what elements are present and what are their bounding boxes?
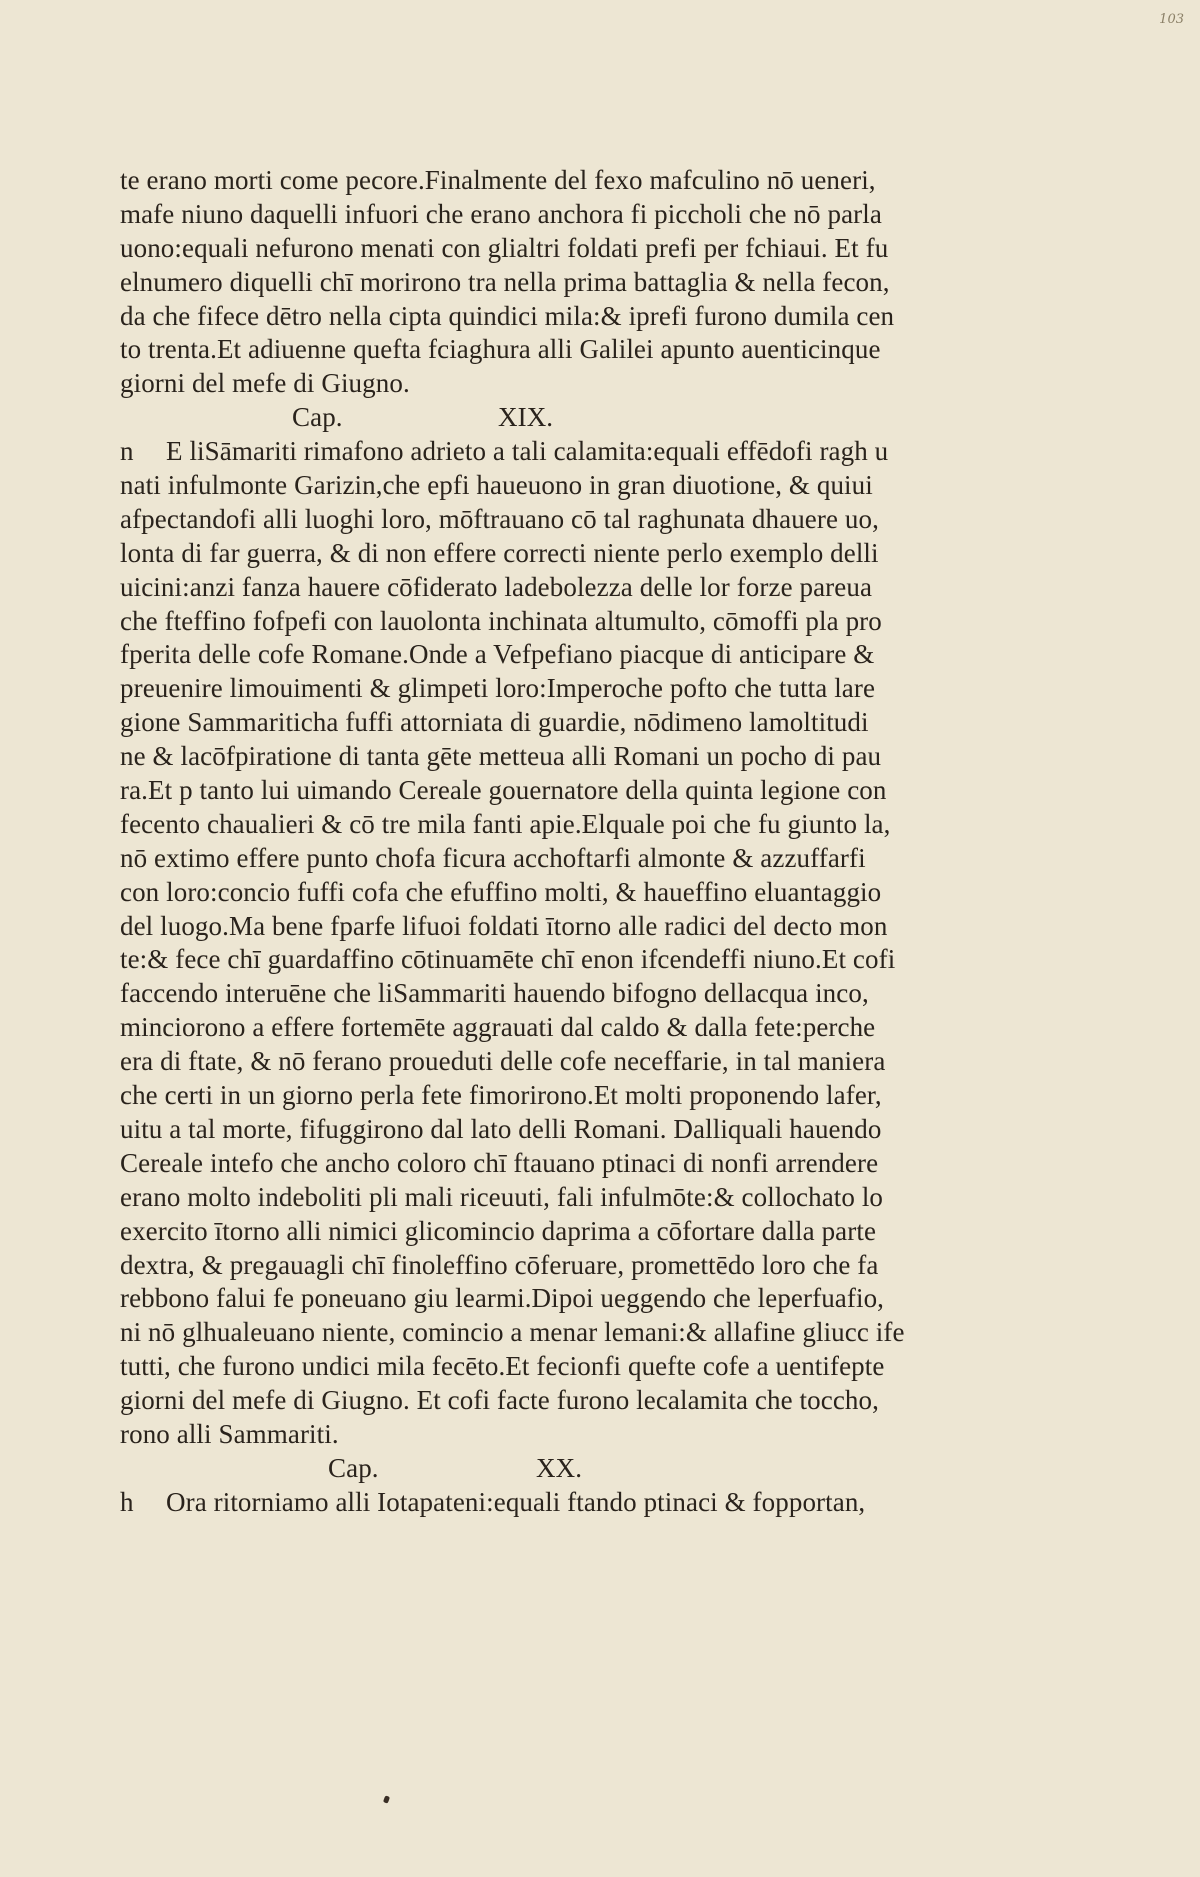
text-line: giorni del mefe di Giugno. [120, 368, 410, 399]
text-line: afpectandofi alli luoghi loro, mōftrauano cō tal raghunata dhauere uo, [120, 503, 879, 534]
text-line: era di ftate, & nō ferano proueduti delle cofe neceffarie, in tal maniera [120, 1046, 886, 1077]
text-line: mafe niuno daquelli infuori che erano anchora fi piccholi che nō parla [120, 198, 882, 229]
text-line: te:& fece chī guardaffino cōtinuamēte chī enon ifcendeffi niuno.Et cofi [120, 944, 896, 975]
text-line: del luogo.Ma bene fparfe lifuoi foldati ītorno alle radici del decto mon [120, 910, 888, 941]
chapter-number: XX. [536, 1452, 583, 1483]
text-line: che fteffino fofpefi con lauolonta inchinata altumulto, cōmoffi pla pro [120, 605, 882, 636]
text-line: exercito ītorno alli nimici glicomincio daprima a cōfortare dalla parte [120, 1215, 877, 1246]
text-line: erano molto indeboliti pli mali riceuuti, fali infulmōte:& collochato lo [120, 1181, 884, 1212]
text-line-content: E liSāmariti rimafono adrieto a tali calamita:equali effēdofi ragh u [166, 436, 889, 467]
text-line: uono:equali nefurono menati con glialtri foldati prefi per fchiaui. Et fu [120, 232, 889, 263]
guide-letter: n [120, 436, 134, 467]
text-line: fperita delle cofe Romane.Onde a Vefpefiano piacque di anticipare & [120, 639, 875, 670]
text-line: preuenire limouimenti & glimpeti loro:Imperoche pofto che tutta lare [120, 673, 876, 704]
text-line: te erano morti come pecore.Finalmente del fexo mafculino nō ueneri, [120, 165, 876, 195]
paragraph-continuation [120, 164, 960, 401]
guide-letter: h [120, 1486, 134, 1517]
text-line: nati infulmonte Garizin,che epfi haueuono in gran diuotione, & quiui [120, 470, 873, 501]
text-line: con loro:concio fuffi cofa che efuffino molti, & haueffino eluantaggio [120, 876, 882, 907]
text-line: tutti, che furono undici mila fecēto.Et fecionfi quefte cofe a uentifepte [120, 1351, 885, 1382]
text-line: ne & lacōfpiratione di tanta gēte metteua alli Romani un pocho di pau [120, 741, 882, 772]
text-line: uitu a tal morte, fifuggirono dal lato delli Romani. Dalliquali hauendo [120, 1113, 882, 1144]
text-line-content: Ora ritorniamo alli Iotapateni:equali ftando ptinaci & fopportan, [166, 1486, 866, 1517]
text-line: che certi in un giorno perla fete fimorirono.Et molti proponendo lafer, [120, 1080, 882, 1111]
text-line: gione Sammariticha fuffi attorniata di guardie, nōdimeno lamoltitudi [120, 707, 869, 738]
text-line [120, 1486, 960, 1520]
chapter-number: XIX. [498, 402, 554, 433]
text-line: rebbono falui fe poneuano giu learmi.Dipoi ueggendo che leperfuafio, [120, 1283, 885, 1314]
text-line: Cereale intefo che ancho coloro chī ftauano ptinaci di nonfi arrendere [120, 1147, 879, 1178]
text-line: ni nō glhualeuano niente, comincio a menar lemani:& allafine gliucc ife [120, 1317, 905, 1348]
ink-speck [383, 1795, 390, 1803]
text-line: elnumero diquelli chī morirono tra nella prima battaglia & nella fecon, [120, 266, 890, 297]
text-block [120, 164, 960, 1520]
paragraph-chapter-19 [120, 435, 960, 1452]
text-line: faccendo interuēne che liSammariti hauendo bifogno dellacqua inco, [120, 978, 869, 1009]
cap-label: Cap. [328, 1452, 379, 1483]
text-line: minciorono a effere fortemēte aggrauati dal caldo & dalla fete:perche [120, 1012, 876, 1043]
paragraph-chapter-20 [120, 1486, 960, 1520]
text-line: giorni del mefe di Giugno. Et cofi facte furono lecalamita che toccho, [120, 1385, 879, 1416]
text-line: ra.Et p tanto lui uimando Cereale gouernatore della quinta legione con [120, 775, 887, 806]
text-line: uicini:anzi fanza hauere cōfiderato ladebolezza delle lor forze pareua [120, 571, 873, 602]
text-line: rono alli Sammariti. [120, 1418, 339, 1449]
folio-number: 103 [1159, 12, 1184, 27]
text-line: to trenta.Et adiuenne quefta fciaghura alli Galilei apunto auenticinque [120, 334, 881, 365]
text-line: dextra, & pregauagli chī finoleffino cōferuare, promettēdo loro che fa [120, 1249, 879, 1280]
text-line: fecento chaualieri & cō tre mila fanti apie.Elquale poi che fu giunto la, [120, 808, 891, 839]
chapter-heading-19 [120, 401, 960, 435]
cap-label: Cap. [292, 402, 343, 433]
text-line: nō extimo effere punto chofa ficura acchoftarfi almonte & azzuffarfi [120, 842, 866, 873]
text-line: da che fifece dētro nella cipta quindici mila:& iprefi furono dumila cen [120, 300, 895, 331]
chapter-heading-20 [120, 1452, 960, 1486]
text-line: lonta di far guerra, & di non effere correcti niente perlo exemplo delli [120, 537, 879, 568]
text-line [120, 435, 960, 469]
